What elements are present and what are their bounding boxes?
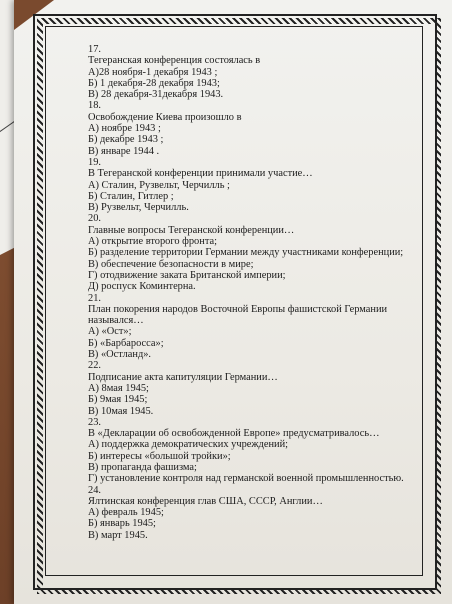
- question-number: 17.: [88, 44, 101, 55]
- answer-option: А)28 ноября-1 декабря 1943 ;: [88, 66, 218, 78]
- question-text: Главные вопросы Тегеранской конференции…: [88, 224, 295, 236]
- answer-option: Г) отодвижение заката Британской империи;: [88, 269, 286, 281]
- answer-option: В) пропаганда фашизма;: [88, 461, 197, 473]
- question-24: [88, 485, 418, 541]
- answer-option: Д) роспуск Коминтерна.: [88, 281, 196, 293]
- question-text: Освобождение Киева произошло в: [88, 111, 242, 123]
- question-23: [88, 417, 418, 485]
- answer-option: Б) «Барбаросса»;: [88, 337, 164, 349]
- answer-option: В) 28 декабря-31декабря 1943.: [88, 89, 224, 101]
- question-text: Тегеранская конференция состоялась в: [88, 55, 261, 67]
- question-number: 24.: [88, 484, 101, 496]
- answer-option: А) поддержка демократических учреждений;: [88, 439, 289, 451]
- answer-option: Б) интересы «большой тройки»;: [88, 450, 231, 462]
- question-22: [88, 360, 418, 416]
- answer-option: А) открытие второго фронта;: [88, 236, 217, 248]
- question-number: 23.: [88, 416, 101, 428]
- answer-option: Б) 1 декабря-28 декабря 1943;: [88, 77, 220, 89]
- answer-option: Б) разделение территории Германии между участниками конференции;: [88, 247, 404, 259]
- answer-option: В) январе 1944 .: [88, 145, 160, 157]
- answer-option: А) Сталин, Рузвельт, Черчилль ;: [88, 179, 230, 191]
- question-21: [88, 293, 418, 361]
- answer-option: Б) Сталин, Гитлер ;: [88, 190, 174, 202]
- answer-option: Б) декабре 1943 ;: [88, 134, 164, 146]
- question-number: 21.: [88, 292, 101, 304]
- answer-option: В) обеспечение безопасности в мире;: [88, 258, 254, 270]
- answer-option: Б) январь 1945;: [88, 518, 156, 530]
- question-text: План покорения народов Восточной Европы фашистской Германии назывался…: [88, 303, 388, 327]
- question-17: [88, 44, 418, 100]
- answer-option: А) «Ост»;: [88, 326, 132, 338]
- answer-option: В) март 1945.: [88, 529, 148, 541]
- question-text: Подписание акта капитуляции Германии…: [88, 371, 278, 383]
- question-number: 20.: [88, 213, 101, 225]
- question-20: [88, 213, 418, 292]
- answer-option: В) 10мая 1945.: [88, 405, 154, 417]
- question-number: 22.: [88, 360, 101, 372]
- question-text: В Тегеранской конференции принимали участие…: [88, 168, 313, 180]
- answer-option: Г) установление контроля над германской военной промышленностью.: [88, 473, 404, 485]
- answer-option: Б) 9мая 1945;: [88, 394, 148, 406]
- answer-option: А) ноябре 1943 ;: [88, 123, 161, 135]
- question-text: В «Декларации об освобожденной Европе» предусматривалось…: [88, 428, 380, 440]
- question-number: 19.: [88, 156, 101, 168]
- question-19: [88, 157, 418, 213]
- question-number: 18.: [88, 100, 101, 112]
- answer-option: А) 8мая 1945;: [88, 382, 149, 394]
- answer-option: В) «Остланд».: [88, 349, 152, 361]
- question-text: Ялтинская конференция глав США, СССР, Англии…: [88, 495, 323, 507]
- answer-option: В) Рузвельт, Черчилль.: [88, 202, 189, 214]
- question-18: [88, 100, 418, 156]
- quiz-content: [88, 44, 418, 541]
- answer-option: А) февраль 1945;: [88, 507, 164, 519]
